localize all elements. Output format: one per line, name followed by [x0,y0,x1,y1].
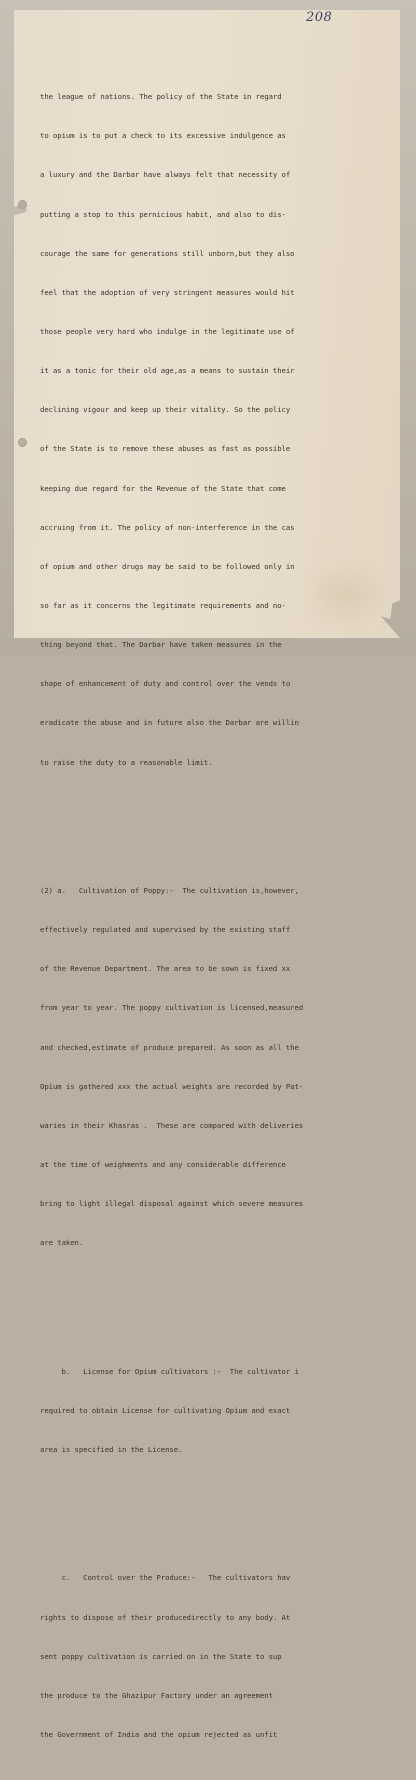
paragraph-gap [40,1302,400,1313]
page-number: 208 [306,10,333,25]
typed-text [40,38,400,1780]
text-line: shape of enhancement of duty and control over the vends to [40,679,291,689]
punch-hole-icon [18,200,27,209]
text-line: effectively regulated and supervised by the existing staff [40,925,291,935]
text-line: to opium is to put a check to its excessive indulgence as [40,131,286,141]
text-line: the produce to the Ghazipur Factory under an agreement [40,1690,273,1700]
text-line: declining vigour and keep up their vitality. So the policy [40,405,291,415]
text-line: (2) a. Cultivation of Poppy:- The cultivation is,however, [40,886,299,895]
text-line: the Government of India and the opium rejected as unfit [40,1729,278,1739]
text-line: and checked,estimate of produce prepared. As soon as all the [40,1042,299,1052]
text-line: of the Revenue Department. The area to be sown is fixed xx [40,964,291,974]
text-line: eradicate the abuse and in future also the Darbar are willin [40,718,299,728]
text-line: of the State is to remove these abuses as fast as possible [40,444,291,454]
paragraph-license-for-opium-cultivators [40,1339,400,1483]
text-line: required to obtain License for cultivating Opium and exact [40,1405,291,1415]
paragraph-cultivation-of-poppy [40,858,400,1276]
text-line: so far as it concerns the legitimate requirements and no- [40,601,286,611]
text-line: waries in their Khasras . These are compared with deliveries [40,1120,304,1130]
text-line: a luxury and the Darbar have always felt that necessity of [40,170,291,180]
text-line: bring to light illegal disposal against which severe measures [40,1199,304,1209]
text-line: at the time of weighments and any considerable difference [40,1159,286,1169]
text-line: to raise the duty to a reasonable limit. [40,757,213,767]
text-line: the league of nations. The policy of the State in regard [40,92,282,102]
text-line: those people very hard who indulge in the legitimate use of [40,327,295,337]
punch-hole-icon [18,438,27,447]
paragraph-gap [40,821,400,832]
text-line: from year to year. The poppy cultivation is licensed,measured [40,1003,304,1013]
text-line: feel that the adoption of very stringent measures would hit [40,287,295,297]
text-line: thing beyond that. The Darbar have taken measures in the [40,640,282,650]
text-line: b. License for Opium cultivators :- The cultivator i [40,1366,299,1376]
paragraph-control-over-produce [40,1545,400,1767]
paragraph-gap [40,1508,400,1519]
text-line: of opium and other drugs may be said to be followed only in [40,561,295,571]
paragraph-league-of-nations [40,64,400,795]
text-line: c. Control over the Produce:- The cultivators hav [40,1573,291,1583]
text-line: it as a tonic for their old age,as a means to sustain their [40,366,295,376]
text-line: are taken. [40,1238,84,1248]
text-line: courage the same for generations still unborn,but they also [40,248,295,258]
text-line: accruing from it. The policy of non-interference in the cas [40,522,295,532]
text-line: keeping due regard for the Revenue of the State that come [40,483,286,493]
text-line: area is specified in the License. [40,1444,183,1454]
text-line: sent poppy cultivation is carried on in the State to sup [40,1651,282,1661]
text-line: Opium is gathered xxx the actual weights are recorded by Pat- [40,1081,304,1091]
text-line: rights to dispose of their producedirectly to any body. At [40,1612,291,1622]
text-line: putting a stop to this pernicious habit, and also to dis- [40,209,286,219]
